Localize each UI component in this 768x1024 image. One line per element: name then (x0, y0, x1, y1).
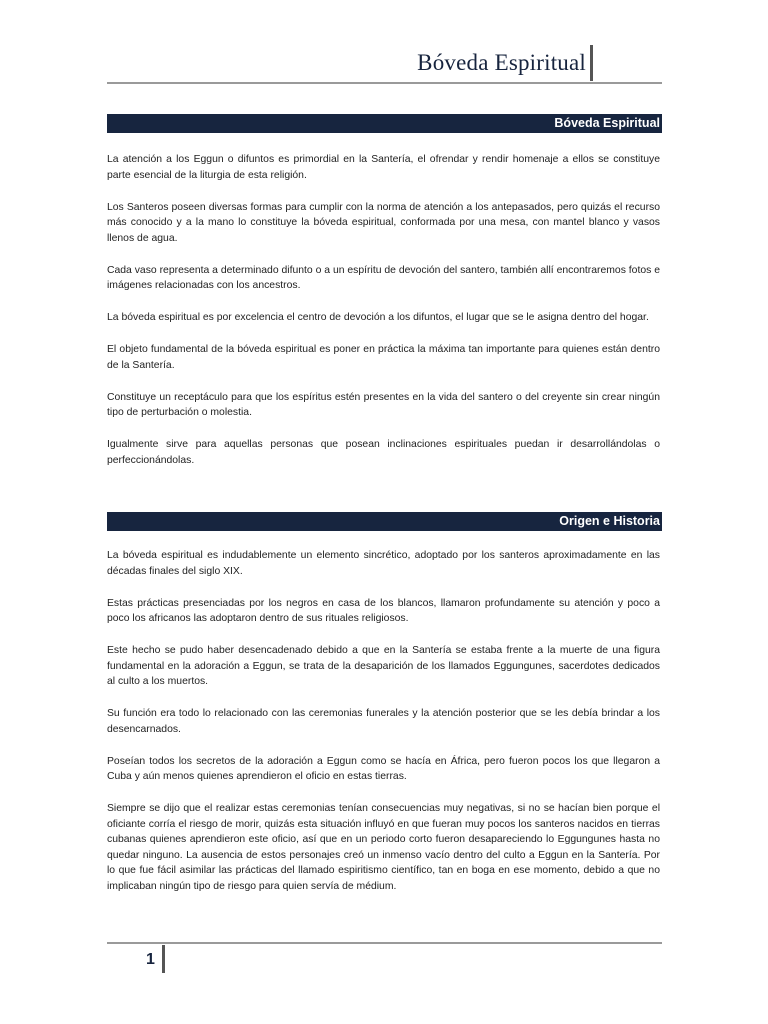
paragraph: Igualmente sirve para aquellas personas que posean inclinaciones espirituales puedan ir desarrollándolas o perfeccionándolas. (107, 439, 660, 466)
paragraph: El objeto fundamental de la bóveda espiritual es poner en práctica la máxima tan importante para quienes están dentro de la Santería. (107, 344, 660, 371)
section-body-origen (107, 548, 660, 911)
paragraph: Cada vaso representa a determinado difunto o a un espíritu de devoción del santero, también allí encontraremos fotos e imágenes relacionadas con los ancestros. (107, 264, 660, 291)
paragraph: Este hecho se pudo haber desencadenado debido a que en la Santería se estaba frente a la muerte de una figura fundamental en la adoración a Eggun, se trata de la desaparición de los llamados Eggungunes, sacerdotes dedicados al culto a los muertos. (107, 645, 660, 687)
paragraph: Siempre se dijo que el realizar estas ceremonias tenían consecuencias muy negativas, si no se hacían bien porque el oficiante corría el riesgo de morir, quizás esta situación influyó en que fueran muy pocos los santeros nacidos en tierras cubanas quienes aprendieron este oficio, así que en un periodo corto fueron desapareciendo lo Eggungunes hasta no quedar ninguno. La ausencia de estos personajes creó un inmenso vacío dentro del culto a Eggun en la Santería. Por lo que fue fácil asimilar las prácticas del llamado espiritismo científico, tan en boga en ese momento, debido a que no implicaban ningún tipo de riesgo para quien servía de médium. (107, 803, 660, 892)
paragraph: La bóveda espiritual es por excelencia el centro de devoción a los difuntos, el lugar que se le asigna dentro del hogar. (107, 312, 649, 323)
footer-divider (162, 945, 165, 973)
page-number: 1 (146, 951, 155, 968)
header-rule (107, 82, 662, 84)
paragraph: La atención a los Eggun o difuntos es primordial en la Santería, el ofrendar y rendir homenaje a ellos se constituye parte esencial de la liturgia de esta religión. (107, 154, 660, 181)
paragraph: Poseían todos los secretos de la adoración a Eggun como se hacía en África, pero fueron pocos los que llegaron a Cuba y aún menos quienes aprendieron el oficio en estas tierras. (107, 755, 660, 782)
document-header-title: Bóveda Espiritual (417, 50, 586, 75)
paragraph: Los Santeros poseen diversas formas para cumplir con la norma de atención a los antepasados, pero quizás el recurso más conocido y a la mano lo constituye la bóveda espiritual, conformada por una mesa, con mantel blanco y vasos llenos de agua. (107, 201, 660, 244)
paragraph: Constituye un receptáculo para que los espíritus estén presentes en la vida del santero o del creyente sin crear ningún tipo de perturbación o molestia. (107, 391, 660, 418)
header-divider (590, 45, 593, 81)
paragraph: Su función era todo lo relacionado con las ceremonias funerales y la atención posterior que se les debía brindar a los desencarnados. (107, 708, 660, 735)
section-body-boveda (107, 152, 660, 485)
paragraph: La bóveda espiritual es indudablemente un elemento sincrético, adoptado por los santeros aproximadamente en las décadas finales del siglo XIX. (107, 550, 660, 577)
paragraph: Estas prácticas presenciadas por los negros en casa de los blancos, llamaron profundamente su atención y poco a poco los africanos las adoptaron dentro de sus rituales religiosos. (107, 597, 660, 624)
section-heading-origen: Origen e Historia (107, 512, 662, 531)
section-heading-boveda: Bóveda Espiritual (107, 114, 662, 133)
footer-rule (107, 942, 662, 944)
